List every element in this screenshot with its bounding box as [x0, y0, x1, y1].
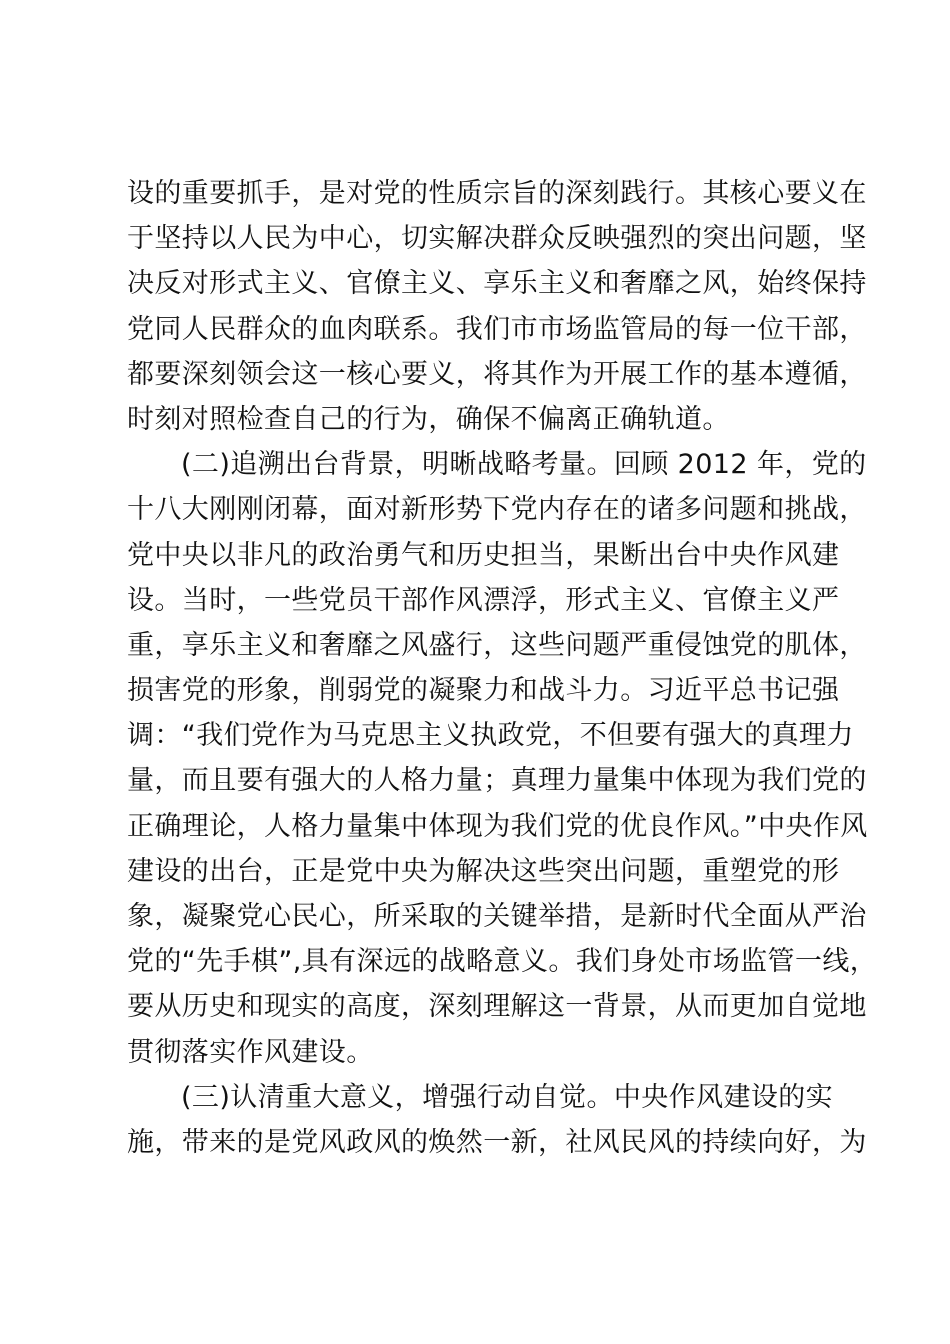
text-line: 党同人民群众的血肉联系。我们市市场监管局的每一位干部， — [127, 313, 867, 345]
text-line: 重，享乐主义和奢靡之风盛行，这些问题严重侵蚀党的肌体， — [127, 629, 867, 661]
text-line: 都要深刻领会这一核心要义，将其作为开展工作的基本遵循， — [127, 358, 867, 390]
text-line: 正确理论，人格力量集中体现为我们党的优良作风。”中央作风 — [127, 810, 868, 842]
body-text — [127, 171, 878, 1165]
text-line: 调：“我们党作为马克思主义执政党，不但要有强大的真理力 — [127, 720, 854, 752]
text-line: 损害党的形象，削弱党的凝聚力和战斗力。习近平总书记强 — [127, 675, 840, 707]
text-line: 量，而且要有强大的人格力量；真理力量集中体现为我们党的 — [127, 765, 867, 797]
text-line: 决反对形式主义、官僚主义、享乐主义和奢靡之风，始终保持 — [127, 268, 867, 300]
text-line: 建设的出台，正是党中央为解决这些突出问题，重塑党的形 — [127, 855, 840, 887]
text-line: 时刻对照检查自己的行为，确保不偏离正确轨道。 — [127, 403, 730, 435]
text-line: 于坚持以人民为中心，切实解决群众反映强烈的突出问题，坚 — [127, 223, 867, 255]
text-line: 贯彻落实作风建设。 — [127, 1036, 374, 1068]
text-line: 设。当时，一些党员干部作风漂浮，形式主义、官僚主义严 — [127, 584, 840, 616]
text-line: 要从历史和现实的高度，深刻理解这一背景，从而更加自觉地 — [127, 991, 867, 1023]
text-line: 党中央以非凡的政治勇气和历史担当，果断出台中央作风建 — [127, 539, 840, 571]
section-heading-3: (三)认清重大意义，增强行动自觉。中央作风建设的实 — [181, 1081, 834, 1113]
text-line: 施，带来的是党风政风的焕然一新，社风民风的持续向好，为 — [127, 1126, 867, 1158]
text-line: 设的重要抓手，是对党的性质宗旨的深刻践行。其核心要义在 — [127, 178, 867, 209]
section-heading-2: (二)追溯出台背景，明晰战略考量。回顾 2012 年，党的 — [181, 449, 867, 481]
text-line: 十八大刚刚闭幕，面对新形势下党内存在的诸多问题和挑战， — [127, 494, 867, 526]
text-line: 党的“先手棋”,具有深远的战略意义。我们身处市场监管一线， — [127, 946, 878, 978]
text-line: 象，凝聚党心民心，所采取的关键举措，是新时代全面从严治 — [127, 901, 867, 932]
